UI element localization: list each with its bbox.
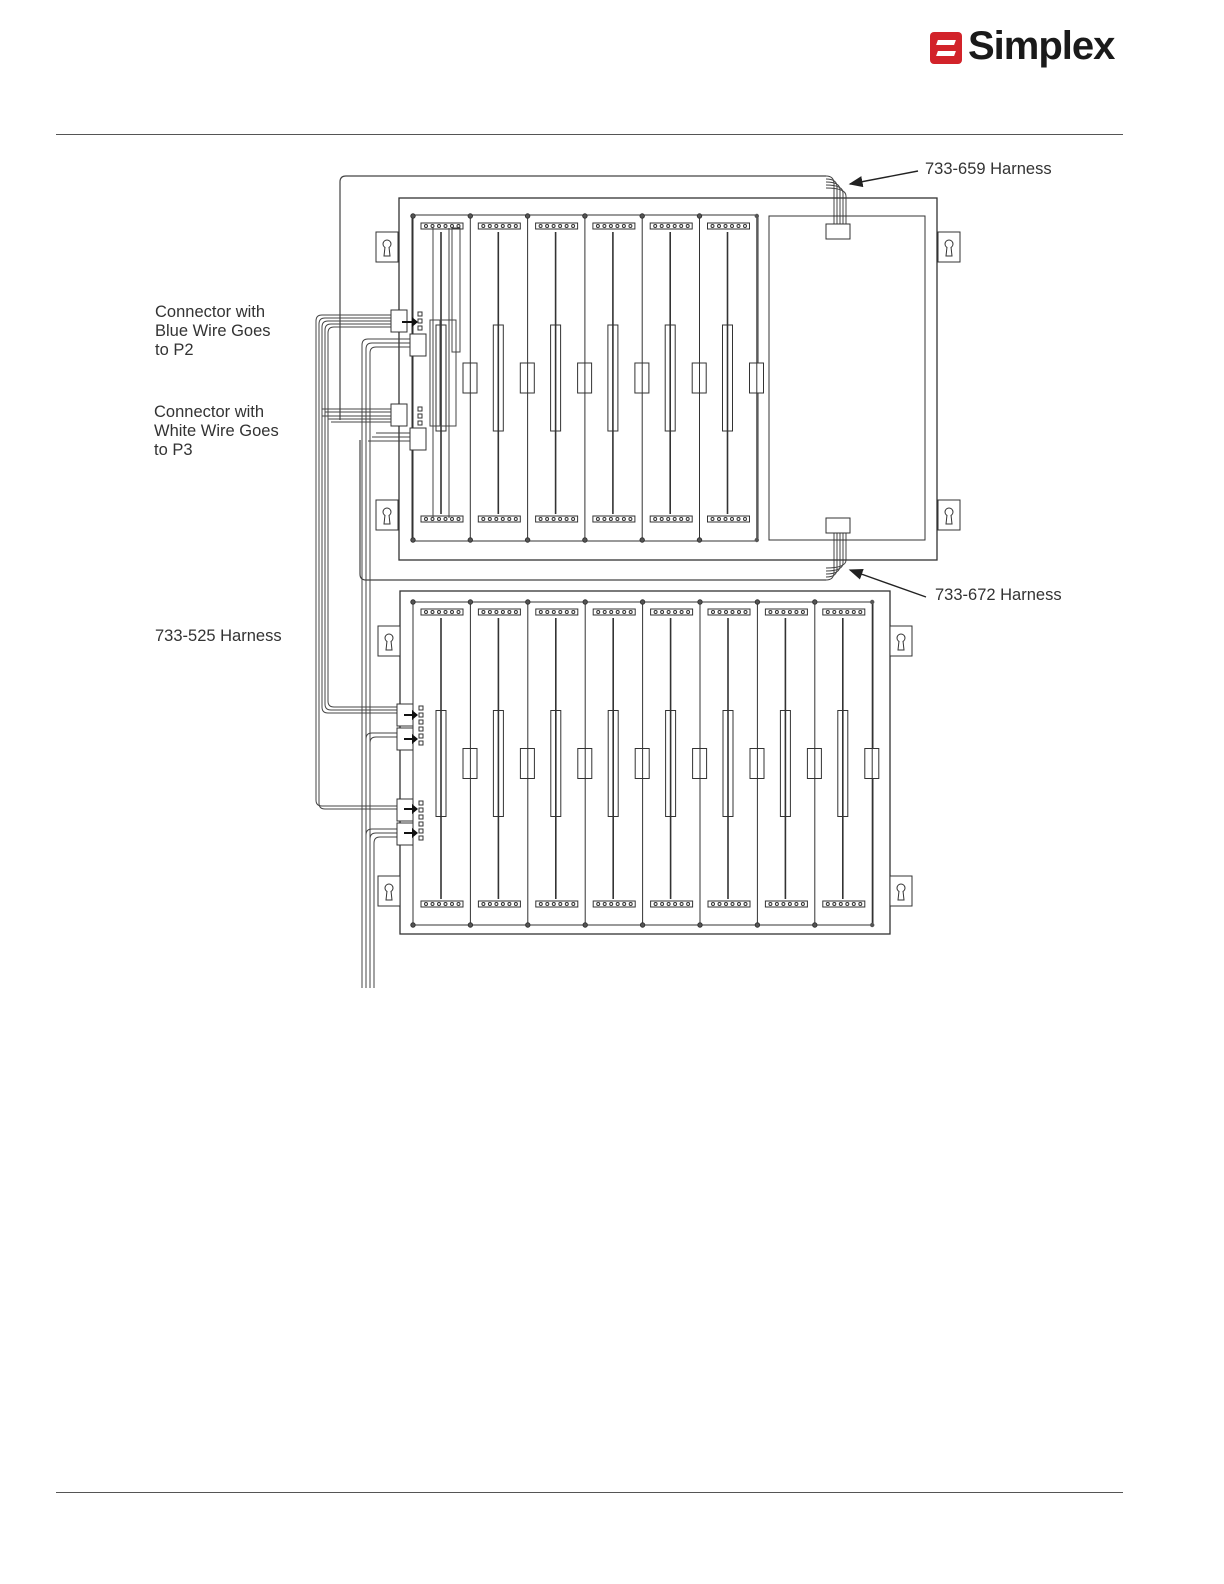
mount-dot: [640, 214, 644, 218]
terminal: [654, 903, 657, 906]
upper-slot: [411, 214, 477, 542]
terminal: [660, 225, 663, 228]
terminal: [457, 611, 460, 614]
terminal: [559, 903, 562, 906]
harness-672-bundle: [826, 532, 846, 580]
terminal: [801, 903, 804, 906]
upper-left-connectors: [391, 310, 426, 450]
harness-672-label: 733-672 Harness: [935, 586, 1062, 604]
terminal: [680, 611, 683, 614]
terminal: [744, 903, 747, 906]
mount-dot: [870, 600, 874, 604]
terminal: [495, 225, 498, 228]
terminal: [616, 903, 619, 906]
mount-dot: [755, 538, 759, 542]
terminal: [673, 518, 676, 521]
mount-dot: [525, 214, 529, 218]
lower-slot: [583, 600, 649, 927]
terminal: [603, 903, 606, 906]
mount-dot: [526, 600, 530, 604]
terminal: [508, 518, 511, 521]
terminal: [616, 225, 619, 228]
terminal: [674, 903, 677, 906]
terminal: [425, 518, 428, 521]
terminal: [826, 611, 829, 614]
terminal: [425, 611, 428, 614]
terminal: [482, 611, 485, 614]
terminal: [674, 611, 677, 614]
terminal: [629, 611, 632, 614]
terminal: [488, 903, 491, 906]
terminal: [597, 903, 600, 906]
terminal: [654, 225, 657, 228]
terminal: [482, 518, 485, 521]
terminal: [667, 518, 670, 521]
terminal: [680, 903, 683, 906]
terminal: [603, 225, 606, 228]
terminal: [552, 903, 555, 906]
harness-525-label: 733-525 Harness: [155, 627, 282, 645]
terminal: [457, 903, 460, 906]
terminal: [425, 225, 428, 228]
terminal: [565, 903, 568, 906]
terminal: [559, 225, 562, 228]
terminal: [495, 611, 498, 614]
terminal: [718, 903, 721, 906]
terminal: [565, 611, 568, 614]
terminal: [782, 611, 785, 614]
lower-slot: [755, 600, 821, 927]
terminal: [546, 903, 549, 906]
terminal: [839, 903, 842, 906]
terminal: [508, 611, 511, 614]
mount-dot: [640, 600, 644, 604]
mount-dot: [697, 538, 701, 542]
terminal: [572, 225, 575, 228]
mount-dot: [640, 923, 644, 927]
harness-659-arrow: [850, 171, 918, 184]
terminal: [711, 225, 714, 228]
terminal: [744, 225, 747, 228]
terminal: [444, 225, 447, 228]
terminal: [488, 225, 491, 228]
terminal: [744, 518, 747, 521]
terminal: [444, 611, 447, 614]
terminal: [680, 225, 683, 228]
terminal: [731, 903, 734, 906]
terminal: [852, 903, 855, 906]
terminal: [661, 903, 664, 906]
terminal: [718, 518, 721, 521]
terminal: [501, 903, 504, 906]
terminal: [501, 611, 504, 614]
terminal: [597, 611, 600, 614]
mount-dot: [755, 923, 759, 927]
mount-dot: [468, 214, 472, 218]
terminal: [457, 518, 460, 521]
terminal: [488, 518, 491, 521]
terminal: [859, 903, 862, 906]
mount-dot: [411, 923, 415, 927]
mount-dot: [468, 538, 472, 542]
terminal: [451, 518, 454, 521]
mount-dot: [640, 538, 644, 542]
terminal: [565, 225, 568, 228]
terminal: [846, 611, 849, 614]
upper-slot: [525, 214, 591, 542]
lower-left-connectors: [397, 704, 423, 845]
terminal: [686, 225, 689, 228]
terminal: [444, 518, 447, 521]
terminal: [539, 903, 542, 906]
lower-slot: [698, 600, 764, 927]
mount-dot: [411, 214, 415, 218]
terminal: [546, 518, 549, 521]
terminal: [667, 611, 670, 614]
terminal: [539, 518, 542, 521]
terminal: [495, 518, 498, 521]
terminal: [826, 903, 829, 906]
mount-dot: [583, 923, 587, 927]
terminal: [622, 518, 625, 521]
terminal: [623, 903, 626, 906]
mount-dot: [583, 538, 587, 542]
terminal: [852, 611, 855, 614]
terminal: [788, 611, 791, 614]
terminal: [667, 225, 670, 228]
mount-dot: [698, 600, 702, 604]
terminal: [788, 903, 791, 906]
terminal: [782, 903, 785, 906]
terminal: [687, 903, 690, 906]
terminal: [610, 903, 613, 906]
terminal: [673, 225, 676, 228]
terminal: [610, 611, 613, 614]
lower-slot: [640, 600, 706, 927]
terminal: [859, 611, 862, 614]
terminal: [718, 225, 721, 228]
terminal: [603, 518, 606, 521]
terminal: [609, 225, 612, 228]
terminal: [769, 903, 772, 906]
terminal: [725, 903, 728, 906]
terminal: [795, 903, 798, 906]
terminal: [603, 611, 606, 614]
terminal: [514, 903, 517, 906]
mount-dot: [813, 923, 817, 927]
terminal: [654, 611, 657, 614]
upper-slot1-card: [430, 228, 460, 518]
terminal: [629, 518, 632, 521]
terminal: [438, 611, 441, 614]
terminal: [501, 518, 504, 521]
mount-dot: [813, 600, 817, 604]
lower-slot: [526, 600, 592, 927]
terminal: [552, 225, 555, 228]
brand-name: Simplex: [968, 24, 1115, 68]
terminal: [559, 611, 562, 614]
terminal: [744, 611, 747, 614]
mount-dot: [755, 214, 759, 218]
terminal: [725, 611, 728, 614]
terminal: [769, 611, 772, 614]
mount-dot: [526, 923, 530, 927]
terminal: [514, 225, 517, 228]
terminal: [629, 225, 632, 228]
terminal: [622, 225, 625, 228]
terminal: [572, 611, 575, 614]
blue-connector-label: Connector with Blue Wire Goes to P2: [155, 303, 271, 359]
terminal: [596, 518, 599, 521]
terminal: [451, 903, 454, 906]
terminal: [731, 518, 734, 521]
harness-672-arrow: [850, 570, 926, 597]
mount-dot: [411, 538, 415, 542]
lower-slots: [411, 600, 879, 927]
terminal: [438, 903, 441, 906]
terminal: [488, 611, 491, 614]
terminal: [425, 903, 428, 906]
terminal: [609, 518, 612, 521]
terminal: [539, 225, 542, 228]
terminal: [660, 518, 663, 521]
terminal: [539, 611, 542, 614]
terminal: [438, 225, 441, 228]
terminal: [572, 903, 575, 906]
terminal: [623, 611, 626, 614]
mount-dot: [583, 214, 587, 218]
terminal: [444, 903, 447, 906]
terminal: [546, 611, 549, 614]
terminal: [718, 611, 721, 614]
terminal: [661, 611, 664, 614]
terminal: [680, 518, 683, 521]
upper-slot: [583, 214, 649, 542]
terminal: [431, 903, 434, 906]
mount-dot: [411, 600, 415, 604]
terminal: [431, 225, 434, 228]
terminal: [712, 611, 715, 614]
terminal: [775, 903, 778, 906]
terminal: [546, 225, 549, 228]
terminal: [737, 518, 740, 521]
terminal: [654, 518, 657, 521]
white-connector-label: Connector with White Wire Goes to P3: [154, 403, 279, 459]
terminal: [451, 225, 454, 228]
terminal: [508, 225, 511, 228]
terminal: [451, 611, 454, 614]
terminal: [457, 225, 460, 228]
mount-dot: [698, 923, 702, 927]
upper-slot: [468, 214, 534, 542]
terminal: [724, 225, 727, 228]
terminal: [629, 903, 632, 906]
mount-dot: [755, 600, 759, 604]
mount-dot: [697, 214, 701, 218]
terminal: [514, 611, 517, 614]
mount-dot: [525, 538, 529, 542]
terminal: [514, 518, 517, 521]
terminal: [559, 518, 562, 521]
terminal: [482, 225, 485, 228]
upper-harness-connector: [826, 224, 850, 239]
terminal: [495, 903, 498, 906]
terminal: [775, 611, 778, 614]
terminal: [438, 518, 441, 521]
terminal: [686, 518, 689, 521]
terminal: [731, 611, 734, 614]
terminal: [596, 225, 599, 228]
lower-slot: [468, 600, 534, 927]
harness-659-label: 733-659 Harness: [925, 160, 1052, 178]
terminal: [552, 518, 555, 521]
terminal: [552, 611, 555, 614]
terminal: [833, 903, 836, 906]
terminal: [565, 518, 568, 521]
terminal: [482, 903, 485, 906]
upper-cabinet: [399, 198, 937, 560]
terminal: [833, 611, 836, 614]
terminal: [687, 611, 690, 614]
terminal: [724, 518, 727, 521]
terminal: [431, 611, 434, 614]
terminal: [737, 225, 740, 228]
upper-slot: [640, 214, 706, 542]
terminal: [801, 611, 804, 614]
lower-harness-connector: [826, 518, 850, 533]
terminal: [731, 225, 734, 228]
terminal: [711, 518, 714, 521]
upper-slot: [697, 214, 763, 542]
terminal: [616, 611, 619, 614]
terminal: [839, 611, 842, 614]
terminal: [616, 518, 619, 521]
upper-slots: [411, 214, 764, 542]
terminal: [846, 903, 849, 906]
harness-659-bundle: [826, 176, 846, 224]
terminal: [712, 903, 715, 906]
mount-dot: [870, 923, 874, 927]
terminal: [738, 611, 741, 614]
mount-dot: [468, 923, 472, 927]
terminal: [795, 611, 798, 614]
lower-slot: [813, 600, 879, 927]
mount-dot: [583, 600, 587, 604]
terminal: [738, 903, 741, 906]
terminal: [508, 903, 511, 906]
terminal: [667, 903, 670, 906]
terminal: [501, 225, 504, 228]
lower-slot: [411, 600, 477, 927]
mount-dot: [468, 600, 472, 604]
terminal: [572, 518, 575, 521]
